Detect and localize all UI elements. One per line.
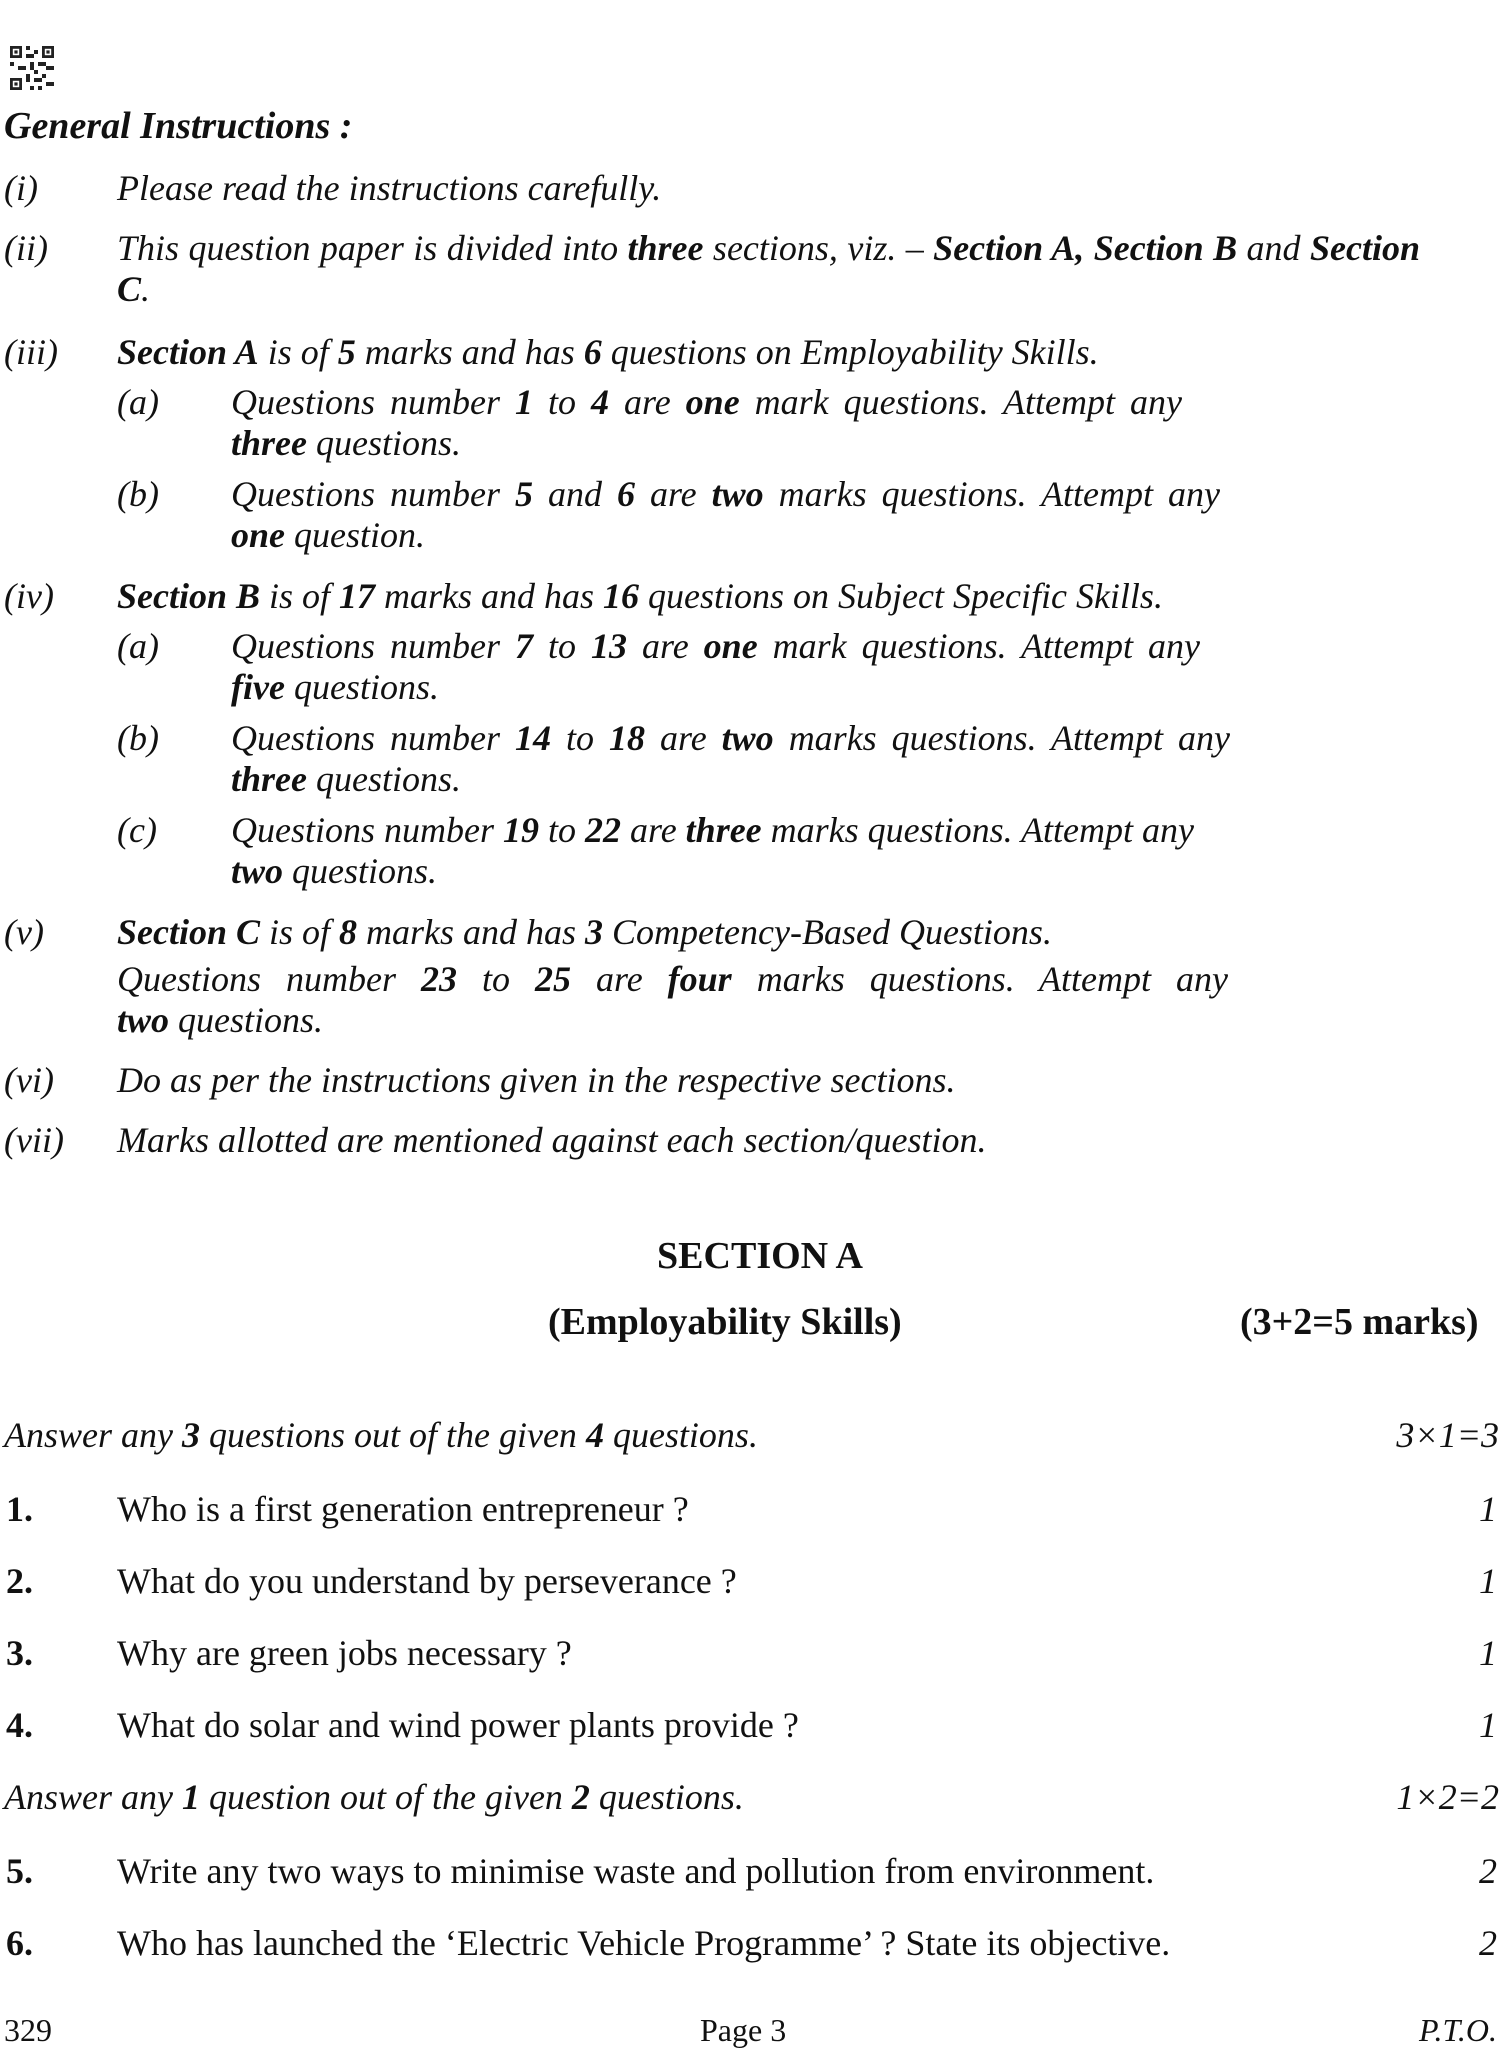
- bold-run: 1: [515, 382, 533, 422]
- text-run: mark questions. Attempt any: [739, 382, 1182, 422]
- text-run: questions on Subject Specific Skills.: [639, 576, 1163, 616]
- bold-run: 18: [609, 718, 646, 758]
- pto-label: P.T.O.: [1419, 2012, 1497, 2048]
- group-instruction: [4, 1414, 758, 1456]
- instruction-number: (iii): [4, 332, 58, 372]
- bold-run: three: [627, 228, 704, 268]
- text-run: Questions number: [231, 474, 515, 514]
- text-run: questions.: [283, 851, 438, 891]
- instruction-text: Do as per the instructions given in the respective sections.: [117, 1060, 956, 1100]
- subitem-text: [231, 718, 1420, 800]
- bold-run: 19: [503, 810, 539, 850]
- text-run: .: [141, 269, 151, 309]
- text-run: are: [627, 626, 704, 666]
- bold-run: Section C: [117, 912, 261, 952]
- text-run: sections, viz. –: [703, 228, 934, 268]
- text-run: marks and has: [375, 576, 604, 616]
- question-marks: 1: [1479, 1705, 1497, 1745]
- text-run: marks questions. Attempt any: [731, 959, 1229, 999]
- text-run: are: [645, 718, 722, 758]
- question-marks: 1: [1479, 1489, 1497, 1529]
- text-run: marks questions. Attempt any: [763, 474, 1220, 514]
- bold-run: three: [231, 759, 307, 799]
- text-run: marks and has: [357, 912, 586, 952]
- text-run: are: [635, 474, 712, 514]
- bold-run: 4: [591, 382, 610, 422]
- text-run: Competency-Based Questions.: [603, 912, 1052, 952]
- bold-run: 17: [339, 576, 376, 616]
- subitem-letter: (c): [117, 810, 157, 850]
- instruction-text: [117, 228, 1420, 310]
- subitem-text: [231, 626, 1420, 708]
- text-run: to: [539, 810, 586, 850]
- bold-run: 5: [337, 332, 356, 372]
- question-marks: 2: [1479, 1923, 1497, 1963]
- instruction-number: (ii): [4, 228, 48, 268]
- group-marks: 3×1=3: [1396, 1415, 1499, 1455]
- bold-run: two: [711, 474, 764, 514]
- instruction-number: (iv): [4, 576, 54, 616]
- bold-run: 22: [585, 810, 622, 850]
- text-run: questions.: [603, 1415, 758, 1455]
- bold-run: 14: [515, 718, 551, 758]
- text-run: to: [551, 718, 610, 758]
- bold-run: five: [231, 667, 285, 707]
- question-number: 1.: [6, 1489, 33, 1529]
- question-number: 5.: [6, 1851, 33, 1891]
- question-text: What do you understand by perseverance ?: [117, 1561, 737, 1601]
- question-number: 2.: [6, 1561, 33, 1601]
- text-run: questions.: [284, 667, 439, 707]
- bold-run: 23: [421, 959, 457, 999]
- bold-run: 13: [591, 626, 628, 666]
- instruction-number: (i): [4, 168, 38, 208]
- text-run: Answer any: [4, 1777, 182, 1817]
- bold-run: three: [685, 810, 762, 850]
- bold-run: one: [703, 626, 758, 666]
- question-text: Who is a first generation entrepreneur ?: [117, 1489, 689, 1529]
- paper-code: 329: [4, 2012, 52, 2048]
- text-run: questions.: [307, 759, 462, 799]
- bold-run: 2: [571, 1777, 590, 1817]
- bold-run: Section B: [1093, 228, 1238, 268]
- subitem-text: [231, 810, 1420, 892]
- bold-run: two: [231, 851, 284, 891]
- text-run: questions out of the given: [199, 1415, 586, 1455]
- section-marks: (3+2=5 marks): [1240, 1301, 1479, 1343]
- question-number: 4.: [6, 1705, 33, 1745]
- instruction-text: Marks allotted are mentioned against each section/question.: [117, 1120, 987, 1160]
- text-run: are: [621, 810, 686, 850]
- text-run: to: [533, 626, 592, 666]
- bold-run: 6: [583, 332, 602, 372]
- text-run: is of: [260, 576, 340, 616]
- bold-run: 8: [339, 912, 358, 952]
- bold-run: two: [117, 1000, 170, 1040]
- question-number: 6.: [6, 1923, 33, 1963]
- question-number: 3.: [6, 1633, 33, 1673]
- group-marks: 1×2=2: [1396, 1777, 1499, 1817]
- text-run: are: [609, 382, 686, 422]
- bold-run: Section A,: [933, 228, 1085, 268]
- subitem-letter: (b): [117, 718, 159, 758]
- bold-run: 1: [181, 1777, 200, 1817]
- instruction-text: [117, 332, 1420, 373]
- bold-run: 3: [585, 912, 604, 952]
- section-subtitle: (Employability Skills): [548, 1301, 902, 1343]
- question-text: Write any two ways to minimise waste and pollution from environment.: [117, 1851, 1155, 1891]
- text-run: is of: [260, 912, 340, 952]
- text-run: Questions number: [231, 626, 515, 666]
- question-text: Who has launched the ‘Electric Vehicle Programme’ ? State its objective.: [117, 1923, 1171, 1963]
- bold-run: 16: [603, 576, 640, 616]
- bold-run: Section C: [117, 228, 1420, 309]
- text-run: questions on Employability Skills.: [601, 332, 1099, 372]
- text-run: Questions number: [231, 810, 503, 850]
- text-run: question.: [285, 515, 425, 555]
- text-run: marks questions. Attempt any: [773, 718, 1230, 758]
- subitem-text: [231, 474, 1420, 556]
- text-run: is of: [258, 332, 338, 372]
- qr-code-icon: [10, 46, 54, 90]
- bold-run: 3: [181, 1415, 200, 1455]
- bold-run: 7: [515, 626, 533, 666]
- text-run: Questions number: [231, 382, 515, 422]
- text-run: Questions number: [117, 959, 421, 999]
- text-run: mark questions. Attempt any: [757, 626, 1200, 666]
- bold-run: 5: [515, 474, 533, 514]
- bold-run: one: [685, 382, 740, 422]
- bold-run: one: [231, 515, 285, 555]
- text-run: Answer any: [4, 1415, 182, 1455]
- bold-run: Section B: [117, 576, 261, 616]
- text-run: are: [571, 959, 668, 999]
- question-text: What do solar and wind power plants provide ?: [117, 1705, 799, 1745]
- instruction-text: [117, 576, 1420, 617]
- bold-run: Section A: [117, 332, 259, 372]
- question-marks: 1: [1479, 1561, 1497, 1601]
- text-run: questions.: [169, 1000, 324, 1040]
- text-run: questions.: [307, 423, 462, 463]
- question-marks: 2: [1479, 1851, 1497, 1891]
- text-run: questions.: [589, 1777, 744, 1817]
- bold-run: 4: [585, 1415, 604, 1455]
- section-title: SECTION A: [657, 1235, 863, 1277]
- general-instructions-title: General Instructions :: [4, 105, 353, 147]
- page-number: Page 3: [700, 2012, 787, 2048]
- text-run: to: [533, 382, 592, 422]
- bold-run: 25: [535, 959, 572, 999]
- text-run: marks and has: [355, 332, 584, 372]
- instruction-number: (vi): [4, 1060, 54, 1100]
- text-run: Questions number: [231, 718, 515, 758]
- instruction-number: (vii): [4, 1120, 64, 1160]
- text-run: and: [1237, 228, 1310, 268]
- subitem-letter: (b): [117, 474, 159, 514]
- text-run: marks questions. Attempt any: [761, 810, 1194, 850]
- text-run: This question paper is divided into: [117, 228, 628, 268]
- text-run: and: [533, 474, 617, 514]
- bold-run: 6: [617, 474, 635, 514]
- instruction-text: [117, 912, 1420, 1041]
- bold-run: three: [231, 423, 307, 463]
- question-marks: 1: [1479, 1633, 1497, 1673]
- group-instruction: [4, 1776, 744, 1818]
- text-run: to: [457, 959, 536, 999]
- instruction-number: (v): [4, 912, 44, 952]
- instruction-text: Please read the instructions carefully.: [117, 168, 662, 208]
- subitem-letter: (a): [117, 382, 159, 422]
- text-run: question out of the given: [199, 1777, 572, 1817]
- subitem-letter: (a): [117, 626, 159, 666]
- question-text: Why are green jobs necessary ?: [117, 1633, 572, 1673]
- bold-run: four: [667, 959, 732, 999]
- subitem-text: [231, 382, 1420, 464]
- bold-run: two: [721, 718, 774, 758]
